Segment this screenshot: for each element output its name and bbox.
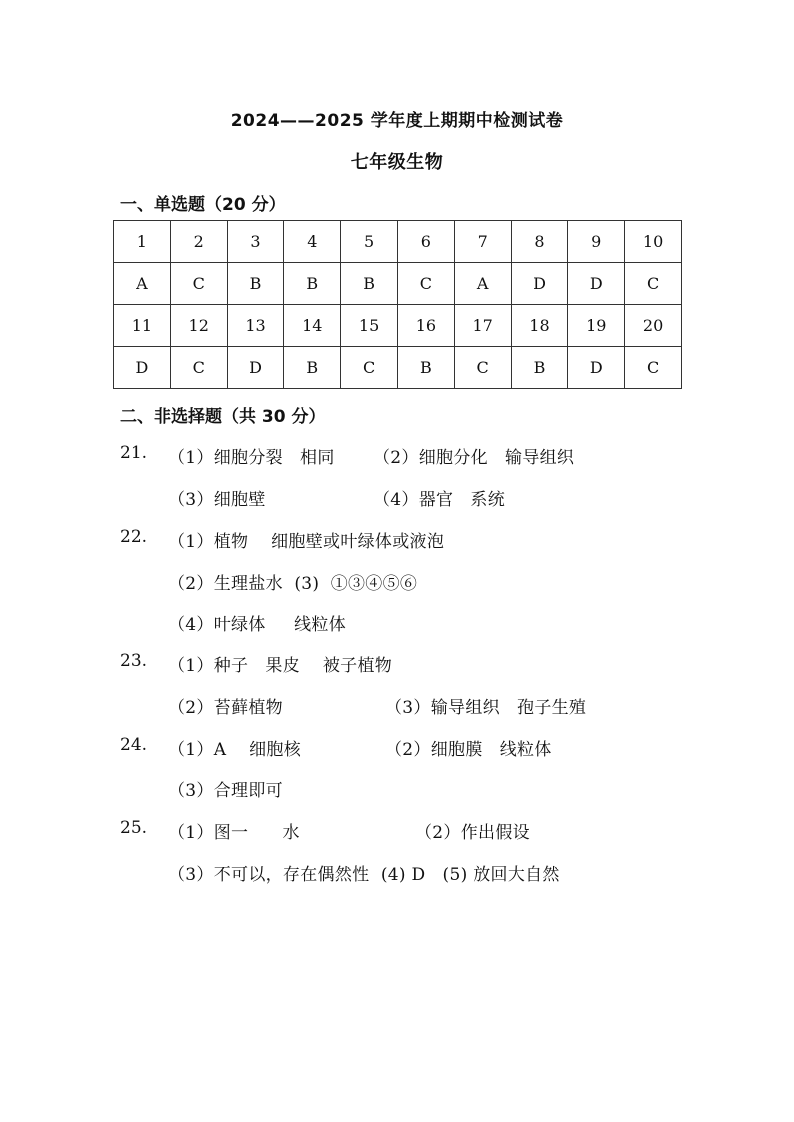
answer-cell: D bbox=[511, 263, 568, 305]
question-number-cell: 20 bbox=[625, 305, 682, 347]
question-number-cell: 12 bbox=[170, 305, 227, 347]
q21-line2-part1: （3）细胞壁 bbox=[168, 490, 266, 510]
answer-cell: C bbox=[397, 263, 454, 305]
question-number-cell: 15 bbox=[341, 305, 398, 347]
q21-line1-part2: （2）细胞分化 输导组织 bbox=[373, 448, 575, 468]
question-number-cell: 6 bbox=[397, 221, 454, 263]
q23-line2-part2: （3）输导组织 孢子生殖 bbox=[385, 698, 587, 718]
question-number-cell: 2 bbox=[170, 221, 227, 263]
question-number-cell: 17 bbox=[454, 305, 511, 347]
exam-title: 2024——2025 学年度上期期中检测试卷 bbox=[230, 111, 564, 131]
q21-line2-part2: （4）器官 系统 bbox=[373, 490, 506, 510]
question-25-number: 25. bbox=[120, 818, 148, 838]
question-number-cell: 16 bbox=[397, 305, 454, 347]
question-number-row bbox=[114, 221, 682, 263]
answer-cell: D bbox=[568, 263, 625, 305]
question-number-cell: 19 bbox=[568, 305, 625, 347]
q22-line3: （4）叶绿体 线粒体 bbox=[168, 615, 347, 635]
answer-cell: B bbox=[284, 263, 341, 305]
q24-line1-part1: （1）A 细胞核 bbox=[168, 740, 302, 760]
section-2-heading: 二、非选择题（共 30 分） bbox=[120, 407, 326, 427]
answer-cell: B bbox=[341, 263, 398, 305]
q24-line1-part2: （2）细胞膜 线粒体 bbox=[385, 740, 552, 760]
q21-line1-part1: （1）细胞分裂 相同 bbox=[168, 448, 335, 468]
question-number-cell: 1 bbox=[114, 221, 171, 263]
question-23-number: 23. bbox=[120, 651, 148, 671]
q25-line1-part2: （2）作出假设 bbox=[415, 823, 530, 843]
question-number-cell: 13 bbox=[227, 305, 284, 347]
answer-cell: C bbox=[625, 347, 682, 389]
answer-cell: C bbox=[454, 347, 511, 389]
answer-row bbox=[114, 347, 682, 389]
question-number-cell: 5 bbox=[341, 221, 398, 263]
answer-cell: D bbox=[227, 347, 284, 389]
question-number-cell: 14 bbox=[284, 305, 341, 347]
q22-line2: （2）生理盐水 (3) ①③④⑤⑥ bbox=[168, 574, 418, 594]
answer-cell: C bbox=[170, 347, 227, 389]
answer-cell: B bbox=[397, 347, 454, 389]
section-1-heading: 一、单选题（20 分） bbox=[120, 195, 286, 215]
q24-line2: （3）合理即可 bbox=[168, 781, 283, 801]
answer-cell: B bbox=[227, 263, 284, 305]
answer-cell: D bbox=[114, 347, 171, 389]
answer-table bbox=[113, 220, 682, 389]
question-number-cell: 7 bbox=[454, 221, 511, 263]
question-number-cell: 8 bbox=[511, 221, 568, 263]
q23-line1: （1）种子 果皮 被子植物 bbox=[168, 656, 393, 676]
exam-subtitle: 七年级生物 bbox=[350, 152, 444, 173]
answer-cell: B bbox=[511, 347, 568, 389]
answer-cell: A bbox=[454, 263, 511, 305]
answer-cell: A bbox=[114, 263, 171, 305]
question-number-cell: 3 bbox=[227, 221, 284, 263]
question-number-cell: 18 bbox=[511, 305, 568, 347]
answer-cell: C bbox=[625, 263, 682, 305]
question-number-row bbox=[114, 305, 682, 347]
answer-cell: B bbox=[284, 347, 341, 389]
question-number-cell: 4 bbox=[284, 221, 341, 263]
question-22-number: 22. bbox=[120, 527, 148, 547]
q25-line2: （3）不可以，存在偶然性 (4) D (5) 放回大自然 bbox=[168, 865, 560, 885]
question-number-cell: 10 bbox=[625, 221, 682, 263]
question-number-cell: 9 bbox=[568, 221, 625, 263]
question-24-number: 24. bbox=[120, 735, 148, 755]
question-21-number: 21. bbox=[120, 443, 148, 463]
answer-cell: D bbox=[568, 347, 625, 389]
question-number-cell: 11 bbox=[114, 305, 171, 347]
answer-cell: C bbox=[170, 263, 227, 305]
q25-line1-part1: （1）图一 水 bbox=[168, 823, 300, 843]
answer-row bbox=[114, 263, 682, 305]
answer-cell: C bbox=[341, 347, 398, 389]
q23-line2-part1: （2）苔藓植物 bbox=[168, 698, 283, 718]
q22-line1: （1）植物 细胞壁或叶绿体或液泡 bbox=[168, 532, 445, 552]
